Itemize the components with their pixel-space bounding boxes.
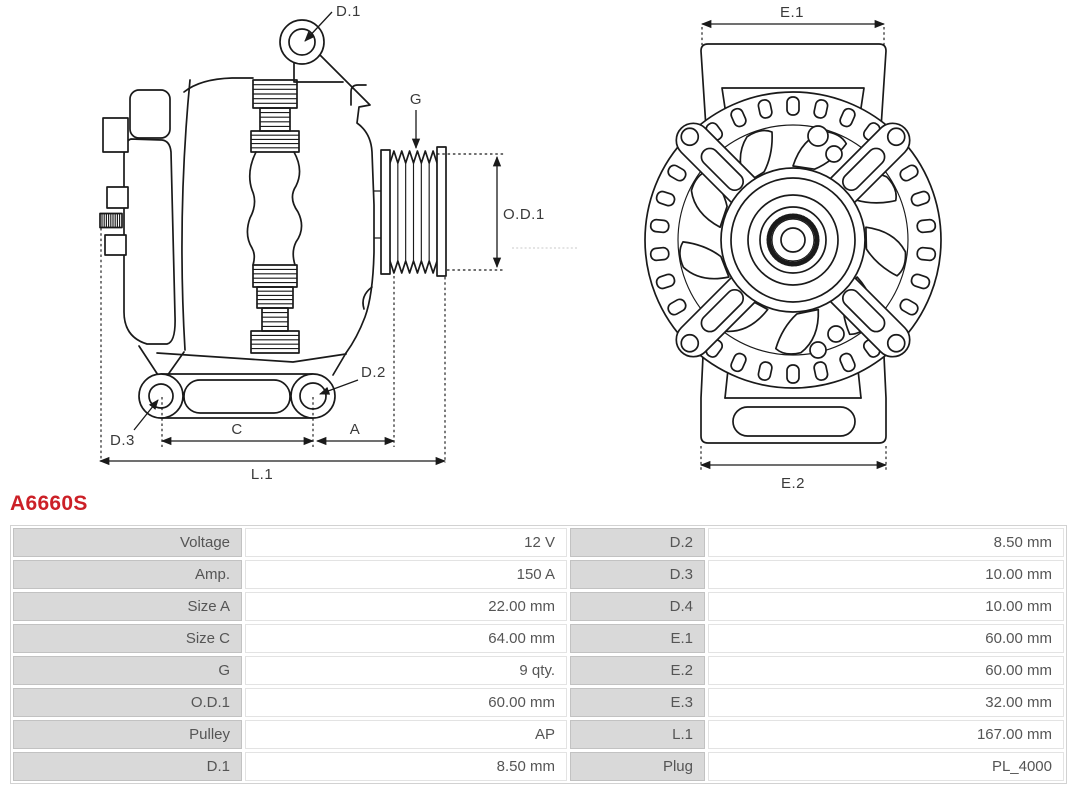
spec-label-cell: D.4: [570, 592, 705, 621]
spec-row: [13, 752, 1064, 781]
spec-table: [10, 525, 1067, 784]
bottom-mounting-bracket: [139, 374, 335, 418]
spec-label-cell: E.2: [570, 656, 705, 685]
spec-value-cell: 10.00 mm: [708, 592, 1064, 621]
alternator-front-view-diagram: [600, 0, 1080, 495]
spec-value-cell: 60.00 mm: [708, 656, 1064, 685]
spec-value-cell: PL_4000: [708, 752, 1064, 781]
dim-label-e2: E.2: [780, 475, 806, 492]
spec-value-cell: 167.00 mm: [708, 720, 1064, 749]
spec-value-cell: 8.50 mm: [708, 528, 1064, 557]
terminal-hatch: [102, 214, 120, 227]
spec-value-cell: 60.00 mm: [245, 688, 567, 717]
center-hub: [721, 168, 865, 312]
rear-stud: [105, 235, 126, 255]
spec-value-cell: 8.50 mm: [245, 752, 567, 781]
spec-row: [13, 592, 1064, 621]
spec-label-cell: E.3: [570, 688, 705, 717]
spec-label-cell: Size C: [13, 624, 242, 653]
dim-label-c: C: [231, 421, 243, 438]
spec-row: [13, 688, 1064, 717]
spec-label-cell: Plug: [570, 752, 705, 781]
dim-label-l1: L.1: [250, 466, 274, 483]
dim-label-d1: D.1: [336, 3, 361, 20]
rear-stud: [107, 187, 128, 208]
spec-label-cell: Amp.: [13, 560, 242, 589]
dim-label-a: A: [349, 421, 361, 438]
dim-label-d3: D.3: [110, 432, 135, 449]
spec-value-cell: 12 V: [245, 528, 567, 557]
bottom-slot: [733, 407, 855, 436]
dim-label-d2: D.2: [361, 364, 386, 381]
spec-value-cell: 9 qty.: [245, 656, 567, 685]
part-number: A6660S: [10, 492, 88, 515]
alternator-side-view-diagram: [0, 0, 580, 495]
spec-label-cell: D.2: [570, 528, 705, 557]
spec-label-cell: Size A: [13, 592, 242, 621]
rear-stud: [103, 118, 128, 152]
dim-label-e1: E.1: [779, 4, 805, 21]
spec-value-cell: 22.00 mm: [245, 592, 567, 621]
spec-value-cell: 150 A: [245, 560, 567, 589]
spec-label-cell: E.1: [570, 624, 705, 653]
spec-label-cell: L.1: [570, 720, 705, 749]
spec-label-cell: O.D.1: [13, 688, 242, 717]
spec-row: [13, 656, 1064, 685]
dim-label-g: G: [409, 91, 423, 108]
spec-row: [13, 624, 1064, 653]
spec-label-cell: D.3: [570, 560, 705, 589]
top-mounting-ear: [280, 20, 324, 64]
spec-row: [13, 720, 1064, 749]
spec-label-cell: Voltage: [13, 528, 242, 557]
spec-value-cell: AP: [245, 720, 567, 749]
spec-label-cell: Pulley: [13, 720, 242, 749]
spec-label-cell: G: [13, 656, 242, 685]
spec-value-cell: 32.00 mm: [708, 688, 1064, 717]
spec-label-cell: D.1: [13, 752, 242, 781]
spec-value-cell: 64.00 mm: [245, 624, 567, 653]
spec-value-cell: 60.00 mm: [708, 624, 1064, 653]
rear-housing: [100, 90, 175, 344]
dim-label-od1: O.D.1: [503, 206, 545, 223]
spec-row: [13, 560, 1064, 589]
spec-row: [13, 528, 1064, 557]
ribbed-stack-and-pulley: [251, 80, 437, 353]
spec-value-cell: 10.00 mm: [708, 560, 1064, 589]
